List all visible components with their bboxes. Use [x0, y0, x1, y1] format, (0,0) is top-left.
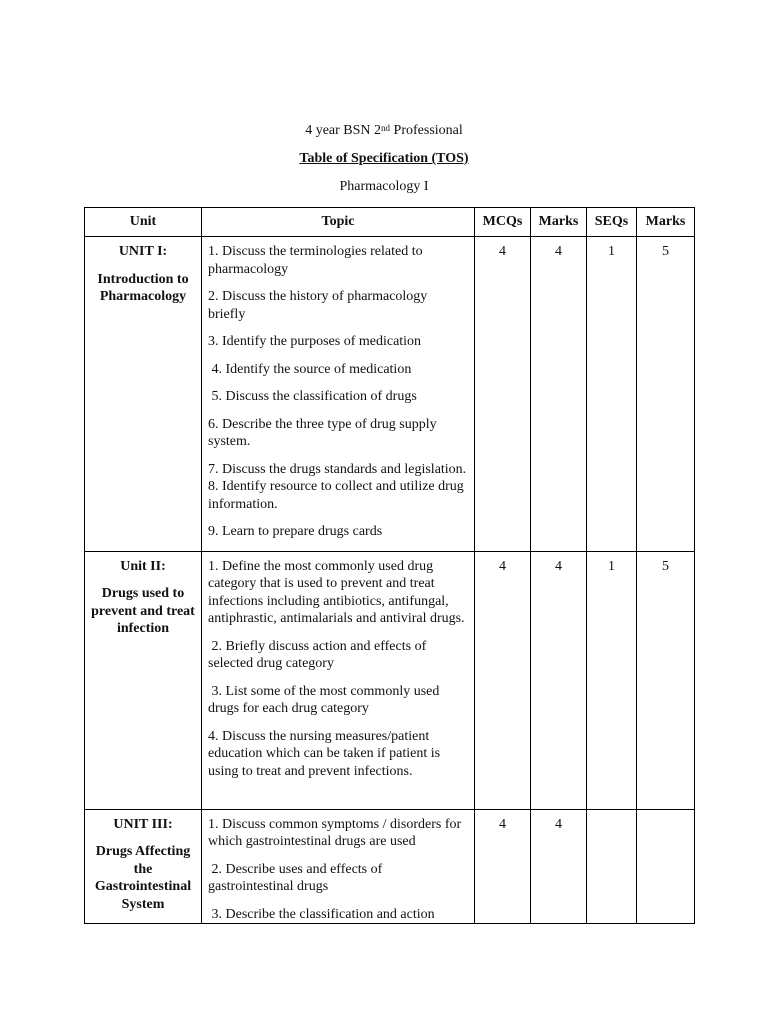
column-header-unit: Unit: [85, 208, 202, 237]
table-row: [85, 809, 695, 924]
mcqs-cell: 4: [475, 551, 531, 809]
table-header-row: [85, 208, 695, 237]
seqs-cell: [587, 809, 637, 924]
unit-cell: [85, 809, 202, 924]
topic-item: 4. Discuss the nursing measures/patient education which can be taken if patient is using to treat and prevent infections.: [208, 728, 441, 779]
program-suffix-text: Professional: [390, 123, 463, 138]
topic-item: 3. Identify the purposes of medication: [208, 334, 422, 349]
column-header-mcq-marks: Marks: [531, 208, 587, 237]
column-header-seq-marks: Marks: [637, 208, 695, 237]
seq-marks-cell: 5: [637, 551, 695, 809]
seq-marks-cell: 5: [637, 237, 695, 552]
topic-item: 9. Learn to prepare drugs cards: [208, 524, 383, 539]
topic-item: 5. Discuss the classification of drugs: [208, 389, 417, 404]
program-text: 4 year BSN 2: [305, 123, 382, 138]
document-subtitle: [0, 123, 768, 139]
unit-name: Drugs Affecting the Gastrointestinal System: [94, 844, 192, 912]
topic-item: 2. Briefly discuss action and effects of selected drug category: [208, 638, 430, 671]
specification-table: [84, 207, 695, 924]
unit-title: Unit II:: [120, 558, 166, 574]
mcqs-cell: 4: [475, 809, 531, 924]
topic-item: 6. Describe the three type of drug supply system.: [208, 416, 437, 449]
column-header-topic: Topic: [202, 208, 475, 237]
unit-cell: [85, 551, 202, 809]
document-title: Table of Specification (TOS): [299, 151, 469, 166]
topic-item: 7. Discuss the drugs standards and legislation. 8. Identify resource to collect and utilize drug information.: [208, 461, 467, 512]
topic-item: 1. Define the most commonly used drug category that is used to prevent and treat infections including antibiotics, antifungal, antiphrastic, antimalarials and antiviral drugs.: [208, 558, 465, 626]
topic-item: 2. Discuss the history of pharmacology briefly: [208, 289, 428, 322]
topic-item: 2. Describe uses and effects of gastrointestinal drugs: [208, 861, 386, 894]
unit-title: UNIT I:: [118, 244, 168, 259]
subject-name: Pharmacology I: [339, 179, 429, 194]
ordinal-suffix: nd: [381, 123, 391, 133]
table-row: [85, 551, 695, 809]
topic-item: 1. Discuss the terminologies related to pharmacology: [208, 244, 423, 277]
topic-cell: [202, 237, 475, 552]
unit-name: Drugs used to prevent and treat infection: [91, 586, 195, 636]
unit-title: UNIT III:: [113, 816, 173, 832]
column-header-seqs: SEQs: [587, 208, 637, 237]
mcqs-cell: 4: [475, 237, 531, 552]
mcq-marks-cell: 4: [531, 551, 587, 809]
topic-item: 3. Describe the classification and action: [208, 906, 435, 922]
topic-item: 1. Discuss common symptoms / disorders for which gastrointestinal drugs are used: [208, 816, 462, 849]
table-row: [85, 237, 695, 552]
unit-cell: [85, 237, 202, 552]
seqs-cell: 1: [587, 237, 637, 552]
topic-cell: [202, 809, 475, 924]
mcq-marks-cell: 4: [531, 809, 587, 924]
topic-item: 3. List some of the most commonly used drugs for each drug category: [208, 683, 443, 716]
unit-name: Introduction to Pharmacology: [97, 271, 189, 304]
topic-cell: [202, 551, 475, 809]
seqs-cell: 1: [587, 551, 637, 809]
column-header-mcqs: MCQs: [475, 208, 531, 237]
seq-marks-cell: [637, 809, 695, 924]
topic-item: 4. Identify the source of medication: [208, 361, 412, 377]
mcq-marks-cell: 4: [531, 237, 587, 552]
